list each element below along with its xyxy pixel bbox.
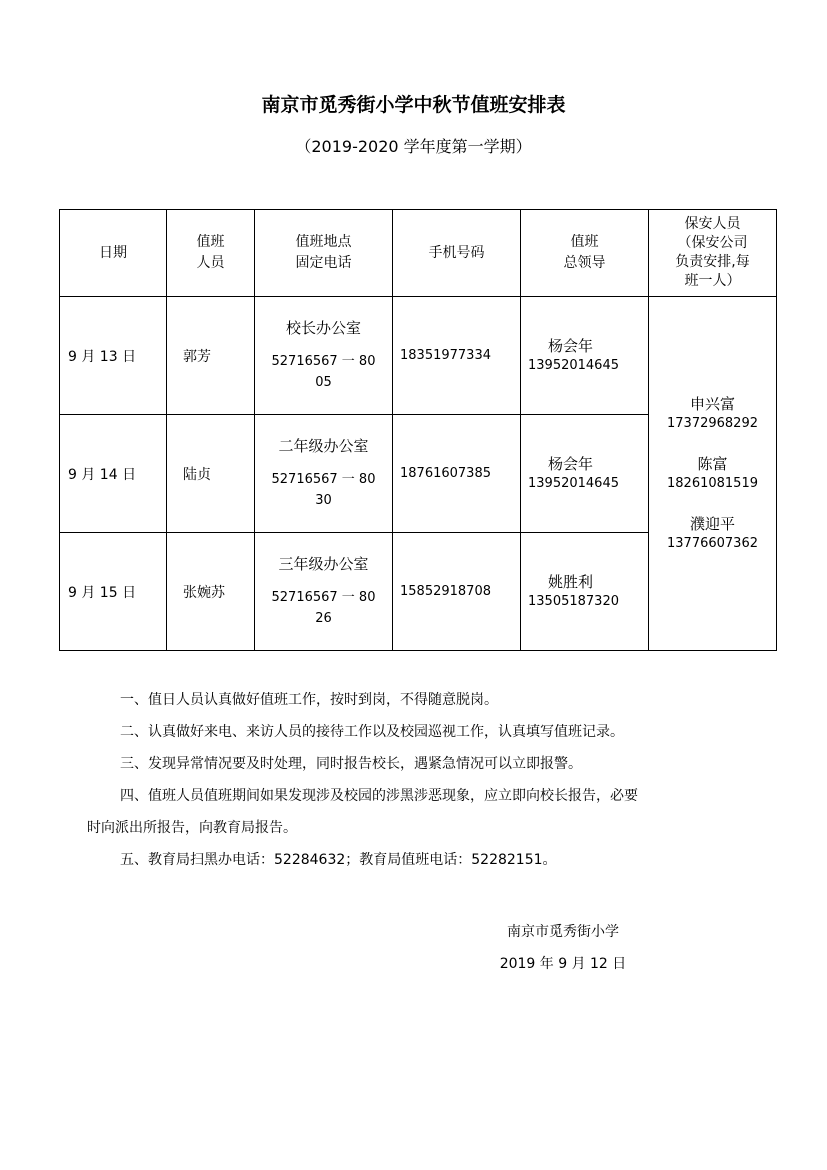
location-cell [255,415,393,533]
security-phone: 13776607362 [667,535,758,551]
leader-cell [521,533,649,651]
security-phone: 17372968292 [667,415,758,431]
leader-cell [521,415,649,533]
person-cell: 陆贞 [167,415,255,533]
location-tel-ext: 05 [315,375,332,390]
note-item: 一、值日人员认真做好值班工作，按时到岗，不得随意脱岗。 [120,692,498,708]
date-cell: 9 月 15 日 [60,533,167,651]
phone-cell: 18351977334 [393,297,521,415]
security-phone: 18261081519 [667,475,758,491]
header-phone: 手机号码 [393,210,521,297]
location-tel: 52716567 一 80 [271,472,376,487]
person-cell: 张婉苏 [167,533,255,651]
note-item: 三、发现异常情况要及时处理，同时报告校长，遇紧急情况可以立即报警。 [120,756,582,772]
note-item: 四、值班人员值班期间如果发现涉及校园的涉黑涉恶现象，应立即向校长报告，必要 [120,788,638,804]
security-cell [649,297,777,651]
note-item: 二、认真做好来电、来访人员的接待工作以及校园巡视工作，认真填写值班记录。 [120,724,624,740]
signature-block [493,916,633,980]
note-item-continued: 时向派出所报告，向教育局报告。 [87,820,297,836]
location-cell [255,533,393,651]
location-tel-ext: 26 [315,611,332,626]
location-tel: 52716567 一 80 [271,590,376,605]
leader-name: 杨会年 [548,336,594,355]
security-name: 濮迎平 [689,514,735,533]
document-title: 南京市觅秀街小学中秋节值班安排表 [261,94,566,116]
leader-name: 杨会年 [548,454,594,473]
location-tel-ext: 30 [315,493,332,508]
location-place: 校长办公室 [285,319,361,337]
header-date: 日期 [60,210,167,297]
table-row [60,297,777,415]
leader-phone: 13505187320 [528,593,619,609]
signature-school: 南京市觅秀街小学 [507,924,619,940]
location-tel: 52716567 一 80 [271,354,376,369]
signature-date: 2019 年 9 月 12 日 [499,956,627,972]
note-item: 五、教育局扫黑办电话：52284632；教育局值班电话：52282151。 [120,852,557,868]
security-name: 陈富 [697,454,728,473]
location-place: 三年级办公室 [278,555,369,573]
header-leader: 值班 总领导 [521,210,649,297]
leader-name: 姚胜利 [548,572,594,591]
location-place: 二年级办公室 [278,437,369,455]
location-cell [255,297,393,415]
security-name: 申兴富 [689,394,735,413]
person-cell: 郭芳 [167,297,255,415]
phone-cell: 15852918708 [393,533,521,651]
leader-phone: 13952014645 [528,475,619,491]
table-header-row [60,210,777,297]
date-cell: 9 月 13 日 [60,297,167,415]
duty-notes [87,684,767,876]
duty-schedule-table [59,209,777,651]
header-person: 值班 人员 [167,210,255,297]
phone-cell: 18761607385 [393,415,521,533]
header-location: 值班地点 固定电话 [255,210,393,297]
leader-cell [521,297,649,415]
document-subtitle: （2019-2020 学年度第一学期） [295,137,532,156]
header-security: 保安人员 （保安公司 负责安排,每 班一人） [649,210,777,297]
leader-phone: 13952014645 [528,357,619,373]
date-cell: 9 月 14 日 [60,415,167,533]
